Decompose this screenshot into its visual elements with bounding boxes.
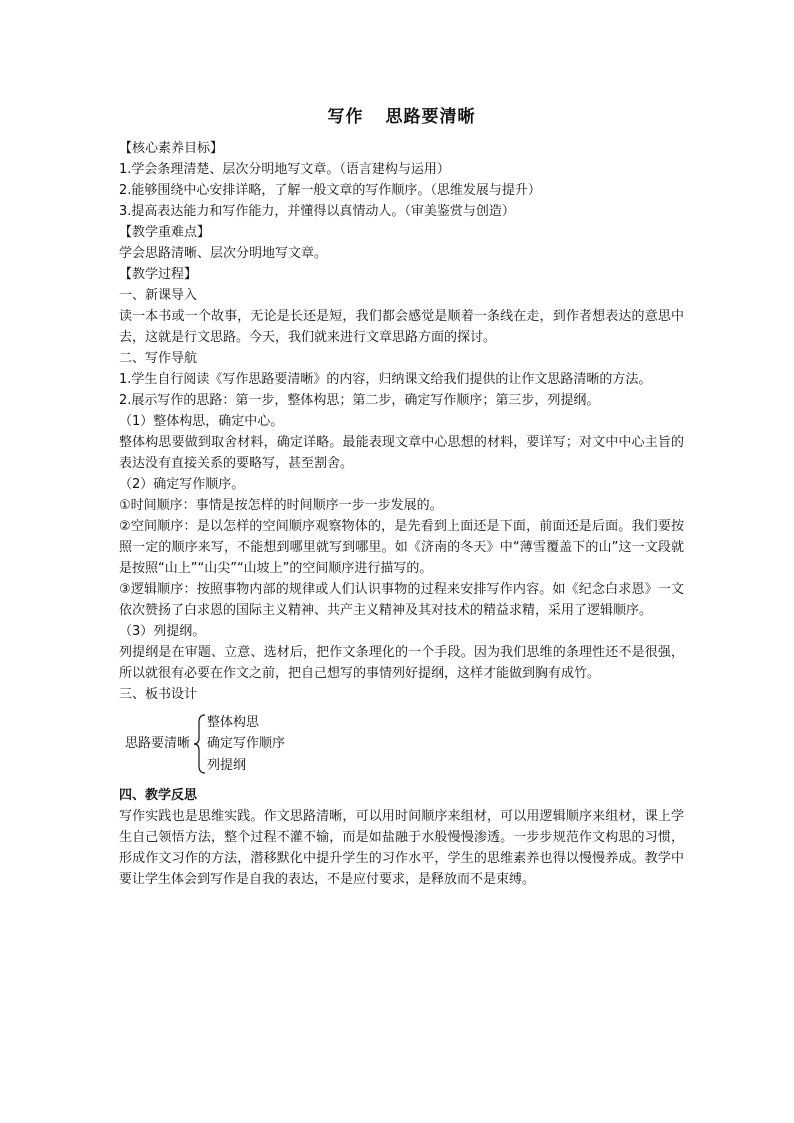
sub2-time-order: ①时间顺序：事情是按怎样的时间顺序一步一步发展的。	[119, 498, 443, 513]
document-title	[119, 104, 684, 130]
board-branch-3: 列提纲	[207, 758, 247, 773]
title-part-2: 思路要清晰	[385, 107, 476, 127]
sub2-space-order: ②空间顺序：是以怎样的空间顺序观察物体的，是先看到上面还是下面，前面还是后面。我们要按照一定的顺序来写，不能想到哪里就写到哪里。如《济南的冬天》中“薄雪覆盖下的山”这一文段就是按照“山上”“山尖”“山坡上”的空间顺序进行描写的。	[119, 519, 684, 576]
sub3-heading: （3）列提纲。	[119, 624, 206, 639]
objective-item-3: 3.提高表达能力和写作能力，并懂得以真情动人。（审美鉴赏与创造）	[119, 204, 515, 219]
board-diagram	[125, 713, 684, 775]
key-points-heading: 【教学重难点】	[119, 225, 211, 240]
guide-heading: 二、写作导航	[119, 351, 198, 366]
title-part-1: 写作	[327, 107, 364, 127]
sub2-heading: （2）确定写作顺序。	[119, 477, 245, 492]
board-root: 思路要清晰	[125, 736, 191, 751]
objectives-heading: 【核心素养目标】	[119, 141, 224, 156]
reflection-heading: 四、教学反思	[119, 788, 198, 803]
board-branch-1: 整体构思	[207, 715, 260, 730]
guide-point-2: 2.展示写作的思路：第一步，整体构思；第二步，确定写作顺序；第三步，列提纲。	[119, 393, 600, 408]
key-points-text: 学会思路清晰、层次分明地写文章。	[119, 246, 328, 261]
guide-point-1: 1.学生自行阅读《写作思路要清晰》的内容，归纳课文给我们提供的让作文思路清晰的方法。	[119, 372, 652, 387]
sub1-heading: （1）整体构思，确定中心。	[119, 414, 284, 429]
intro-text: 读一本书或一个故事，无论是长还是短，我们都会感觉是顺着一条线在走，到作者想表达的意思中去，这就是行文思路。今天，我们就来进行文章思路方面的探讨。	[119, 309, 684, 345]
objective-item-1: 1.学会条理清楚、层次分明地写文章。（语言建构与运用）	[119, 162, 450, 177]
sub1-text: 整体构思要做到取舍材料，确定详略。最能表现文章中心思想的材料，要详写；对文中中心主旨的表达没有直接关系的要略写，甚至割舍。	[119, 435, 684, 471]
board-heading: 三、板书设计	[119, 687, 198, 702]
objective-item-2: 2.能够围绕中心安排详略，了解一般文章的写作顺序。（思维发展与提升）	[119, 183, 541, 198]
intro-heading: 一、新课导入	[119, 288, 198, 303]
reflection-text: 写作实践也是思维实践。作文思路清晰，可以用时间顺序来组材，可以用逻辑顺序来组材，课上学生自己领悟方法，整个过程不灌不输，而是如盐融于水般慢慢渗透。一步步规范作文构思的习惯，形成作文习作的方法，潜移默化中提升学生的习作水平，学生的思维素养也得以慢慢养成。教学中要让学生体会到写作是自我的表达，不是应付要求，是释放而不是束缚。	[119, 809, 684, 887]
sub3-text: 列提纲是在审题、立意、选材后，把作文条理化的一个手段。因为我们思维的条理性还不是很强，所以就很有必要在作文之前，把自己想写的事情列好提纲，这样才能做到胸有成竹。	[119, 645, 684, 681]
brace-icon	[193, 713, 207, 775]
sub2-logic-order: ③逻辑顺序：按照事物内部的规律或人们认识事物的过程来安排写作内容。如《纪念白求恩》一文依次赞扬了白求恩的国际主义精神、共产主义精神及其对技术的精益求精，采用了逻辑顺序。	[119, 582, 684, 618]
process-heading: 【教学过程】	[119, 267, 198, 282]
board-branch-2: 确定写作顺序	[207, 736, 286, 751]
